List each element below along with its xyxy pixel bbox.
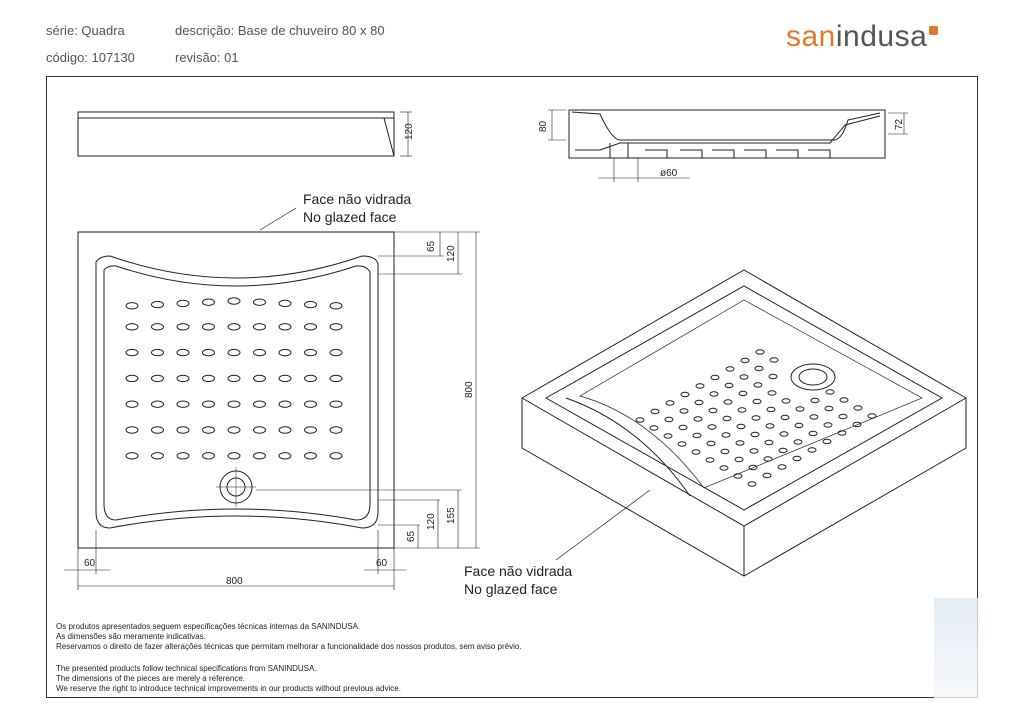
iso-drain-dot <box>748 482 756 486</box>
iso-drain-dot <box>838 431 846 435</box>
dim-bottom-155: 155 <box>446 507 457 524</box>
note-pt-2: As dimensões são meramente indicativas. <box>56 632 206 641</box>
dim-top-120: 120 <box>446 245 457 262</box>
plan-drain-dot <box>330 349 342 355</box>
iso-drain-dot <box>778 465 786 469</box>
iso-drain-dot <box>751 432 759 436</box>
plan-drain-dot <box>126 303 138 309</box>
iso-drain-dot <box>721 449 729 453</box>
plan-drain-dot <box>228 453 240 459</box>
plan-drain-dot <box>254 427 266 433</box>
plan-drain-dot <box>126 349 138 355</box>
plan-drain-dot <box>177 453 189 459</box>
iso-drain-dot <box>664 434 672 438</box>
plan-drain-dot <box>177 375 189 381</box>
iso-drain-dot <box>765 440 773 444</box>
plan-drain-dot <box>228 427 240 433</box>
plan-drain-dot <box>279 349 291 355</box>
iso-drain-dot <box>780 432 788 436</box>
iso-drain-dot <box>770 358 778 362</box>
iso-drain-dot <box>740 375 748 379</box>
iso-drain-dot <box>750 449 758 453</box>
plan-drain-dot <box>305 301 317 307</box>
dim-bottom-120: 120 <box>426 513 437 530</box>
iso-drain-dot <box>781 415 789 419</box>
iso-drain-dot <box>752 416 760 420</box>
serie-label: série: Quadra <box>46 23 125 38</box>
iso-drain-dot <box>825 406 833 410</box>
plan-drain-dot <box>177 427 189 433</box>
plan-drain-dot <box>305 375 317 381</box>
iso-drain-dot <box>840 398 848 402</box>
iso-drain-dot <box>811 398 819 402</box>
plan-drain-dot <box>126 453 138 459</box>
dim-drain-diameter: ø60 <box>660 168 678 179</box>
iso-drain-dot <box>736 441 744 445</box>
iso-drain-dot <box>723 416 731 420</box>
iso-drain-dot <box>782 399 790 403</box>
revisao-label: revisão: 01 <box>175 50 239 65</box>
plan-drain-dot <box>152 301 164 307</box>
iso-drain-dot <box>650 426 658 430</box>
plan-drain-dot <box>126 401 138 407</box>
plan-drain-dot <box>305 324 317 330</box>
iso-drain-dot <box>763 473 771 477</box>
iso-drain-dot <box>754 383 762 387</box>
iso-drain-dot <box>722 433 730 437</box>
iso-drain-dot <box>711 375 719 379</box>
plan-drain-dot <box>279 401 291 407</box>
plan-drain-dot <box>126 427 138 433</box>
iso-drain-dot <box>680 409 688 413</box>
plan-drain-dot <box>330 453 342 459</box>
plan-drain-dot <box>330 401 342 407</box>
dim-bottom-65: 65 <box>406 530 417 542</box>
dim-section-height: 80 <box>538 120 549 132</box>
plan-drain-dot <box>305 453 317 459</box>
dim-section-inner: 72 <box>894 118 905 130</box>
iso-drain-dot <box>767 407 775 411</box>
note-en-1: The presented products follow technical specifications from SANINDUSA. <box>56 664 317 673</box>
descricao-label: descrição: Base de chuveiro 80 x 80 <box>175 23 385 38</box>
plan-drain-dot <box>279 324 291 330</box>
iso-drain-dot <box>808 448 816 452</box>
iso-drain-dot <box>768 391 776 395</box>
side-elevation-view <box>78 112 412 156</box>
face-label-top-pt: Face não vidrada <box>303 191 412 207</box>
iso-drain-dot <box>753 399 761 403</box>
iso-drain-dot <box>665 417 673 421</box>
plan-drain-dot <box>203 299 215 305</box>
iso-drain-dot <box>854 406 862 410</box>
logo-part1: san <box>786 20 836 53</box>
plan-drain-dot <box>152 324 164 330</box>
iso-drain-dot <box>681 392 689 396</box>
plan-drain-dot <box>203 427 215 433</box>
plan-drain-dot <box>254 299 266 305</box>
iso-drain-dot <box>764 457 772 461</box>
dim-side-height: 120 <box>404 123 415 140</box>
note-pt-3: Reservamos o direito de fazer alterações técnicas que permitam melhorar a funcionalidade dos nossos produtos, sem aviso prévio. <box>56 642 522 651</box>
iso-drain-dot <box>794 440 802 444</box>
iso-drain-dot <box>766 424 774 428</box>
face-label-bottom-en: No glazed face <box>464 581 558 597</box>
plan-drain-dot <box>177 401 189 407</box>
iso-drain-dot <box>710 392 718 396</box>
face-label-bottom-pt: Face não vidrada <box>464 563 573 579</box>
note-en-2: The dimensions of the pieces are merely a reference. <box>56 674 245 683</box>
plan-drain-dot <box>228 375 240 381</box>
logo-part2: indusa <box>835 20 928 53</box>
section-view <box>548 110 908 182</box>
plan-drain-dot <box>279 453 291 459</box>
iso-drain-dot <box>823 439 831 443</box>
plan-drain-dot <box>152 349 164 355</box>
plan-drain-dot <box>330 375 342 381</box>
isometric-view <box>522 270 966 576</box>
plan-view <box>64 208 480 590</box>
iso-drain-dot <box>694 417 702 421</box>
iso-drain-dot-grid <box>636 350 876 486</box>
plan-drain-dot <box>228 401 240 407</box>
iso-drain-dot <box>678 442 686 446</box>
iso-drain-dot <box>737 424 745 428</box>
dim-left-60: 60 <box>84 558 96 569</box>
plan-drain-dot <box>228 349 240 355</box>
plan-drain-dot <box>305 349 317 355</box>
plan-drain-dot <box>177 300 189 306</box>
plan-drain-dot <box>330 324 342 330</box>
iso-drain-dot <box>779 448 787 452</box>
iso-drain-dot <box>695 400 703 404</box>
plan-drain-dot <box>254 453 266 459</box>
note-en-3: We reserve the right to introduce technical improvements in our products without previous advice. <box>56 684 401 693</box>
iso-drain-dot <box>738 408 746 412</box>
iso-drain-dot <box>693 433 701 437</box>
plan-drain-dot <box>254 401 266 407</box>
plan-drain-dot <box>152 375 164 381</box>
dim-top-65: 65 <box>426 240 437 252</box>
iso-drain-dot <box>741 358 749 362</box>
iso-drain-dot <box>769 374 777 378</box>
plan-drain-dot <box>254 375 266 381</box>
iso-drain-dot <box>739 391 747 395</box>
plan-drain-dot <box>126 375 138 381</box>
iso-drain-dot <box>826 390 834 394</box>
codigo-label: código: 107130 <box>46 50 135 65</box>
plan-drain-dot <box>305 401 317 407</box>
iso-drain-dot <box>796 407 804 411</box>
plan-drain-dot <box>152 427 164 433</box>
plan-drain-dot <box>126 324 138 330</box>
plan-drain-dot <box>279 427 291 433</box>
dim-right-60: 60 <box>376 558 388 569</box>
dim-overall-800-h: 800 <box>226 576 243 587</box>
iso-drain-dot <box>793 456 801 460</box>
iso-drain-dot <box>724 400 732 404</box>
iso-drain-dot <box>726 367 734 371</box>
iso-drain-dot <box>709 408 717 412</box>
iso-drain-dot <box>868 414 876 418</box>
plan-drain-dot <box>203 324 215 330</box>
plan-drain-dot <box>203 453 215 459</box>
notes-english <box>56 664 401 694</box>
iso-drain-dot <box>756 350 764 354</box>
iso-drain-dot <box>707 441 715 445</box>
iso-drain-dot <box>735 457 743 461</box>
plan-drain-dot <box>177 349 189 355</box>
watermark-decoration <box>934 598 978 698</box>
plan-drain-dot <box>152 453 164 459</box>
iso-drain-dot <box>809 431 817 435</box>
plan-drain-dot <box>177 324 189 330</box>
iso-drain-dot <box>636 418 644 422</box>
plan-drain-dot <box>330 427 342 433</box>
iso-drain-dot <box>734 474 742 478</box>
plan-drain-dot <box>330 303 342 309</box>
iso-drain-dot <box>824 423 832 427</box>
plan-drain-dot <box>305 427 317 433</box>
iso-drain-dot <box>810 415 818 419</box>
dim-overall-800-v: 800 <box>464 381 475 398</box>
iso-drain-dot <box>839 414 847 418</box>
iso-drain-dot <box>651 409 659 413</box>
iso-drain-dot <box>706 458 714 462</box>
plan-drain-dot <box>279 375 291 381</box>
iso-drain-dot <box>679 425 687 429</box>
iso-drain-dot <box>755 366 763 370</box>
plan-drain-dot <box>203 401 215 407</box>
iso-drain-dot <box>708 425 716 429</box>
iso-drain-dot <box>725 383 733 387</box>
plan-drain-dot <box>152 401 164 407</box>
note-pt-1: Os produtos apresentados seguem especificações técnicas internas da SANINDUSA. <box>56 622 361 631</box>
iso-drain-dot <box>696 384 704 388</box>
face-label-top-en: No glazed face <box>303 209 397 225</box>
iso-drain-dot <box>795 423 803 427</box>
iso-drain-dot <box>666 401 674 405</box>
drain-dot-grid <box>126 298 342 459</box>
notes-portuguese <box>56 622 522 652</box>
iso-drain-dot <box>720 466 728 470</box>
face-label-bottom <box>464 562 572 598</box>
plan-drain-dot <box>279 300 291 306</box>
iso-drain-dot <box>692 450 700 454</box>
face-label-top <box>303 190 411 226</box>
plan-drain-dot <box>203 349 215 355</box>
plan-drain-dot <box>254 324 266 330</box>
plan-drain-dot <box>228 298 240 304</box>
plan-drain-dot <box>228 324 240 330</box>
plan-drain-dot <box>203 375 215 381</box>
plan-drain-dot <box>254 349 266 355</box>
